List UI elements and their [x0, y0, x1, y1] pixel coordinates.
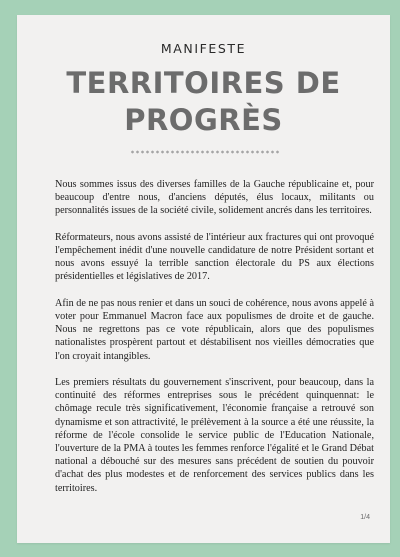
document-title	[17, 65, 390, 139]
paragraph-4: Les premiers résultats du gouvernement s'inscrivent, pour beaucoup, dans la continuité des réformes entreprises sous le précédent quinquennat: le chômage recule très significativement, l'économie française a retrouvé son dynamisme et son attractivité, le prélèvement à la source a été une réussite, la réforme de l'école consolide le service public de l'Education Nationale, l'ouverture de la PMA à toutes les femmes renforce l'égalité et le Grand Débat national a débouché sur des mesures sans précédent de soutien du pouvoir d'achat des plus modestes et de renforcement des services publics dans les territoires.	[55, 377, 374, 494]
paragraph-2: Réformateurs, nous avons assisté de l'intérieur aux fractures qui ont provoqué l'empêchement inédit d'une nouvelle candidature de notre Président sortant et nous avons essuyé la terrible sanction électorale du PS aux élections présidentielles et législatives de 2017.	[55, 231, 374, 283]
paragraph-1: Nous sommes issus des diverses familles de la Gauche républicaine et, pour beaucoup d'entre nous, d'anciens députés, élus locaux, militants ou personnalités issues de la société civile, solidement ancrés dans les territoires.	[55, 179, 374, 217]
paragraph-3: Afin de ne pas nous renier et dans un souci de cohérence, nous avons appelé à voter pour Emmanuel Macron face aux populismes de droite et de gauche. Nous ne regrettons pas ce vote républicain, alors que des populismes nationalistes prospèrent partout et déstabilisent nos vieilles démocraties que l'on croyait intangibles.	[55, 297, 374, 362]
document-title-line-1: TERRITOIRES DE	[66, 66, 341, 100]
dotted-divider	[130, 150, 280, 154]
document-body	[55, 178, 374, 508]
document-kicker: MANIFESTE	[160, 41, 247, 56]
document-page	[17, 15, 390, 543]
document-title-line-2: PROGRÈS	[124, 103, 283, 137]
page-number: 1/4	[360, 514, 370, 521]
